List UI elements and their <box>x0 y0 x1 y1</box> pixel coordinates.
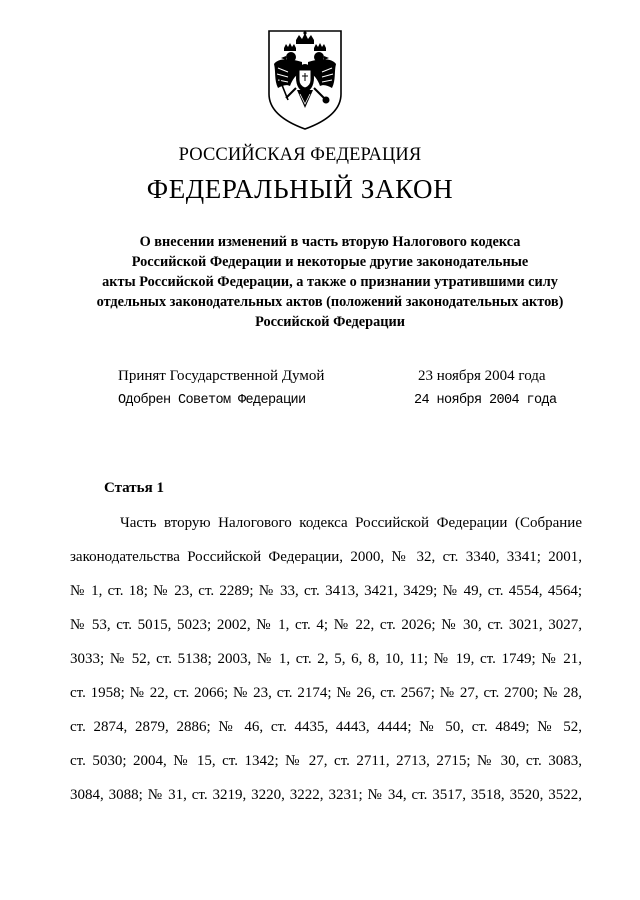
article-body-line: 3084, 3088; № 31, ст. 3219, 3220, 3222, 3231; № 34, ст. 3517, 3518, 3520, 3522, <box>70 787 582 803</box>
council-approval-date: 24 ноября 2004 года <box>414 393 557 408</box>
article-body-line: 3033; № 52, ст. 5138; 2003, № 1, ст. 2, 5, 6, 8, 10, 11; № 19, ст. 1749; № 21, <box>70 651 582 667</box>
subject-line: Российской Федерации <box>255 314 405 330</box>
article-body-line: ст. 5030; 2004, № 15, ст. 1342; № 27, ст. 2711, 2713, 2715; № 30, ст. 3083, <box>70 753 582 769</box>
double-headed-eagle-emblem-icon <box>266 28 344 132</box>
article-body-line: ст. 2874, 2879, 2886; № 46, ст. 4435, 4443, 4444; № 50, ст. 4849; № 52, <box>70 719 582 735</box>
article-body-line: Часть вторую Налогового кодекса Российской Федерации (Собрание <box>120 515 582 531</box>
law-subject-title <box>60 232 600 332</box>
subject-line: Российской Федерации и некоторые другие законодательные <box>131 254 529 270</box>
duma-adoption-date: 23 ноября 2004 года <box>418 368 546 384</box>
country-name: РОССИЙСКАЯ ФЕДЕРАЦИЯ <box>178 145 422 165</box>
article-title: Статья 1 <box>104 480 164 496</box>
subject-line: акты Российской Федерации, а также о признании утратившими силу <box>102 274 558 290</box>
council-approval-label: Одобрен Советом Федерации <box>118 393 306 408</box>
subject-line: О внесении изменений в часть вторую Налогового кодекса <box>139 234 521 250</box>
article-body-line: № 1, ст. 18; № 23, ст. 2289; № 33, ст. 3413, 3421, 3429; № 49, ст. 4554, 4564; <box>70 583 582 599</box>
law-type-heading: ФЕДЕРАЛЬНЫЙ ЗАКОН <box>146 174 454 204</box>
article-body-line: № 53, ст. 5015, 5023; 2002, № 1, ст. 4; № 22, ст. 2026; № 30, ст. 3021, 3027, <box>70 617 582 633</box>
article-body-line: законодательства Российской Федерации, 2000, № 32, ст. 3340, 3341; 2001, <box>70 549 582 565</box>
subject-line: отдельных законодательных актов (положений законодательных актов) <box>96 294 564 310</box>
article-body-line: ст. 1958; № 22, ст. 2066; № 23, ст. 2174; № 26, ст. 2567; № 27, ст. 2700; № 28, <box>70 685 582 701</box>
duma-adoption-label: Принят Государственной Думой <box>118 368 325 384</box>
